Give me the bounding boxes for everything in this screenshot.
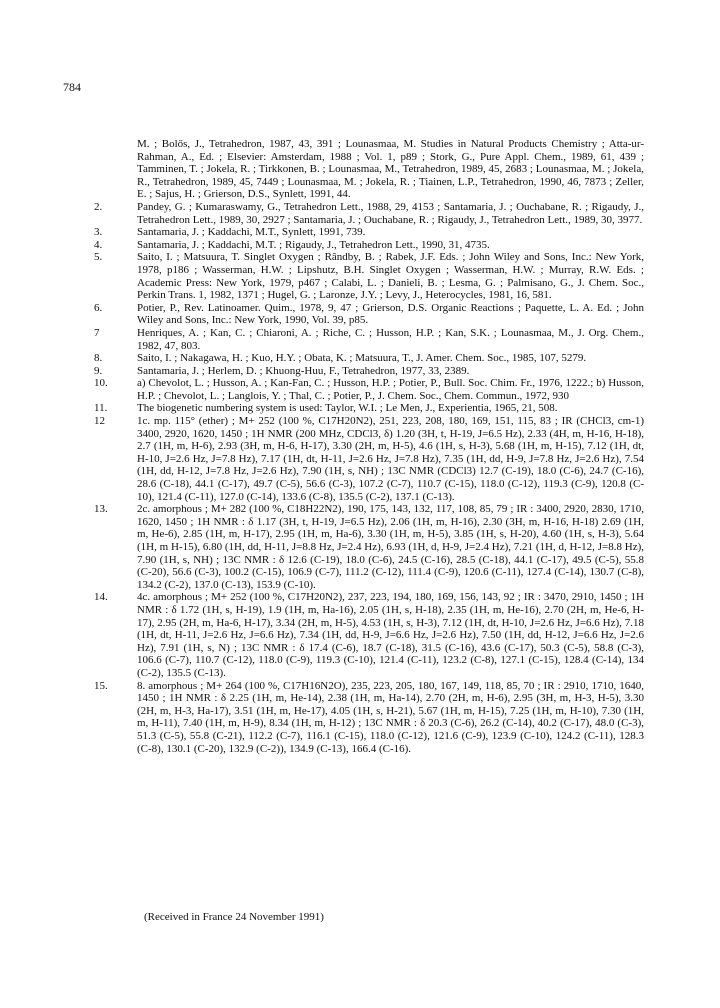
reference-number: 9. [94, 364, 103, 377]
reference-item [92, 377, 644, 402]
reference-number: 3. [94, 226, 103, 239]
reference-text: Henriques, A. ; Kan, C. ; Chiaroni, A. ; Riche, C. ; Husson, H.P. ; Kan, S.K. ; Lounasmaa, M., J. Org. Chem., 1982, 47, 803. [137, 326, 644, 352]
reference-number: 2. [94, 200, 103, 213]
reference-item [92, 503, 644, 591]
reference-number: 14. [94, 591, 108, 604]
reference-text: Santamaria, J. ; Kaddachi, M.T., Synlett, 1991, 739. [137, 226, 366, 239]
reference-item [92, 138, 644, 201]
reference-item [92, 352, 644, 365]
reference-text: Pandey, G. ; Kumaraswamy, G., Tetrahedron Lett., 1988, 29, 4153 ; Santamaria, J. ; Ouchabane, R. ; Rigaudy, J., Tetrahedron Lett., 1989, 30, 2927 ; Santamaria, J. ; Ouchabane, R. ; Rigaudy, J., Tetrahedron Lett., 1989, 30, 3977. [137, 200, 644, 226]
page-number: 784 [63, 80, 81, 94]
reference-number: 15. [94, 679, 108, 692]
reference-item [92, 251, 644, 301]
reference-item [92, 327, 644, 352]
reference-text: The biogenetic numbering system is used: Taylor, W.I. ; Le Men, J., Experientia, 1965, 21, 508. [137, 402, 558, 415]
reference-number: 10. [94, 377, 108, 390]
reference-text: 1c. mp. 115° (ether) ; M+ 252 (100 %, C17H20N2), 251, 223, 208, 180, 169, 151, 115, 83 ; IR (CHCl3, cm-1) 3400, 2920, 1620, 1450 ; 1H NMR (200 MHz, CDCl3, δ) 1.20 (3H, t, H-19, J=6.5 Hz), 2.33 (4H, m, H-16, H-18), 2.7 (1H, m, H-6), 2.93 (3H, m, H-6, H-17), 3.30 (2H, m, H-5), 4.6 (1H, s, H-3), 5.68 (1H, m, H-15), 7.12 (1H, dt, H-10, J=2.6 Hz, J=7.8 Hz), 7.17 (1H, dt, H-11, J=2.6 Hz, J=7.8 Hz), 7.35 (1H, dd, H-9, J=7.8 Hz, J=2.6 Hz), 7.54 (1H, dd, H-12, J=7.8 Hz, J=2.6 Hz), 7.90 (1H, s, NH) ; 13C NMR (CDCl3) 12.7 (C-19), 18.0 (C-6), 24.7 (C-16), 28.6 (C-18), 44.1 (C-17), 49.7 (C-5), 56.6 (C-3), 107.2 (C-7), 110.7 (C-15), 118.0 (C-12), 119.3 (C-9), 120.8 (C-10), 121.4 (C-11), 127.0 (C-14), 133.6 (C-8), 135.5 (C-2), 137.1 (C-13). [137, 415, 644, 503]
reference-number: 4. [94, 238, 103, 251]
reference-text: a) Chevolot, L. ; Husson, A. ; Kan-Fan, C. ; Husson, H.P. ; Potier, P., Bull. Soc. Chim. Fr., 1976, 1222.; b) Husson, H.P. ; Chevolot, L. ; Langlois, Y. ; Thal, C. ; Potier, P., J. Chem. Soc., Chem. Commun., 1972, 930 [137, 377, 644, 402]
reference-text: Saito, I. ; Nakagawa, H. ; Kuo, H.Y. ; Obata, K. ; Matsuura, T., J. Amer. Chem. Soc., 1985, 107, 5279. [137, 352, 587, 365]
reference-text: Potier, P., Rev. Latinoamer. Quim., 1978, 9, 47 ; Grierson, D.S. Organic Reactions ; Paquette, L. A. Ed. ; John Wiley and Sons, Inc.: New York, 1990, Vol. 39, p85. [137, 301, 644, 327]
reference-number: 8. [94, 352, 103, 365]
reference-number: 11. [94, 402, 108, 415]
reference-item [92, 226, 644, 239]
reference-text: 4c. amorphous ; M+ 252 (100 %, C17H20N2), 237, 223, 194, 180, 169, 156, 143, 92 ; IR : 3470, 2910, 1450 ; 1H NMR : δ 1.72 (1H, s, H-19), 1.9 (1H, m, Ha-16), 2.05 (1H, s, H-18), 2.35 (1H, m, He-16), 2.70 (2H, m, He-6, H-17), 2.95 (2H, m, Ha-6, H-17), 3.34 (2H, m, H-5), 4.53 (1H, s, H-3), 7.12 (1H, dt, H-10, J=2.6 Hz, J=6.6 Hz), 7.18 (1H, dt, H-11, J=2.6 Hz, J=6.6 Hz), 7.34 (1H, dd, H-9, J=6.6 Hz, J=2.6 Hz), 7.50 (1H, dd, H-12, J=6.6 Hz, J=2.6 Hz), 7.91 (1H, s, N) ; 13C NMR : δ 17.4 (C-6), 18.7 (C-18), 31.5 (C-16), 43.6 (C-17), 50.3 (C-5), 58.8 (C-3), 106.6 (C-7), 110.7 (C-12), 118.0 (C-9), 119.3 (C-10), 121.4 (C-11), 123.2 (C-8), 127.1 (C-15), 128.4 (C-14), 134 (C-2), 135.5 (C-13). [137, 591, 644, 679]
reference-number: 7 [94, 326, 100, 339]
reference-number: 13. [94, 503, 108, 516]
reference-item [92, 591, 644, 679]
reference-text: Santamaria, J. ; Herlem, D. ; Khuong-Huu, F., Tetrahedron, 1977, 33, 2389. [137, 364, 470, 377]
reference-text: Santamaria, J. ; Kaddachi, M.T. ; Rigaudy, J., Tetrahedron Lett., 1990, 31, 4735. [137, 238, 490, 251]
reference-text: 2c. amorphous ; M+ 282 (100 %, C18H22N2), 190, 175, 143, 132, 117, 108, 85, 79 ; IR : 3400, 2920, 2830, 1710, 1620, 1450 ; 1H NMR : δ 1.17 (3H, t, H-19, J=6.5 Hz), 2.06 (1H, m, H-16), 2.30 (3H, m, H-16, H-18) 2.69 (1H, m, He-6), 2.85 (1H, m, H-17), 2.95 (1H, m, Ha-6), 3.30 (1H, m, H-5), 3.85 (1H, s, H-20), 4.60 (1H, s, H-3), 5.64 (1H, m H-15), 6.80 (1H, dd, H-11, J=8.8 Hz, J=2.4 Hz), 6.93 (1H, d, H-9, J=2.4 Hz), 7.21 (1H, d, H-12, J=8.8 Hz), 7.90 (1H, s, NH) ; 13C NMR : δ 12.6 (C-19), 18.0 (C-6), 24.5 (C-16), 28.5 (C-18), 44.1 (C-17), 49.5 (C-5), 55.8 (C-20), 56.6 (C-3), 100.2 (C-15), 106.9 (C-7), 111.2 (C-12), 111.4 (C-9), 120.6 (C-11), 127.4 (C-14), 130.7 (C-8), 134.2 (C-2), 137.0 (C-13), 153.9 (C-10). [137, 503, 644, 591]
reference-item [92, 680, 644, 756]
reference-item [92, 302, 644, 327]
reference-item [92, 365, 644, 378]
reference-item [92, 415, 644, 503]
reference-number: 5. [94, 251, 103, 264]
reference-number: 12 [94, 415, 105, 428]
reference-number: 6. [94, 301, 103, 314]
reference-number [92, 138, 137, 201]
reference-item [92, 239, 644, 252]
received-date: (Received in France 24 November 1991) [144, 911, 324, 923]
reference-text: Saito, I. ; Matsuura, T. Singlet Oxygen ; Rândby, B. ; Rabek, J.F. Eds. ; John Wiley and Sons, Inc.: New York, 1978, p186 ; Wasserman, H.W. ; Lipshutz, B.H. Singlet Oxygen ; Wasserman, H.W. ; Murray, R.W. Eds. ; Academic Press: New York, 1979, p467 ; Calabi, L. ; Danieli, B. ; Lesma, G. ; Palmisano, G., J. Chem. Soc., Perkin Trans. 1, 1982, 1371 ; Hugel, G. ; Laronze, J.Y. ; Levy, J., Heterocycles, 1981, 16, 581. [137, 251, 644, 302]
reference-text: M. ; Bolős, J., Tetrahedron, 1987, 43, 391 ; Lounasmaa, M. Studies in Natural Products Chemistry ; Atta-ur-Rahman, A., Ed. ; Elsevier: Amsterdam, 1988 ; Vol. 1, p89 ; Stork, G., Pure Appl. Chem., 1989, 61, 439 ; Tamminen, T. ; Jokela, R. ; Tirkkonen, B. ; Lounasmaa, M., Tetrahedron, 1989, 45, 2683 ; Lounasmaa, M. ; Jokela, R., Tetrahedron, 1989, 45, 7449 ; Lounasmaa, M. ; Jokela, R. ; Tiainen, L.P., Tetrahedron, 1990, 46, 7873 ; Zeller, E. ; Sajus, H. ; Grierson, D.S., Synlett, 1991, 44. [137, 138, 644, 201]
references-list [92, 138, 644, 755]
reference-item [92, 201, 644, 226]
reference-text: 8. amorphous ; M+ 264 (100 %, C17H16N2O), 235, 223, 205, 180, 167, 149, 118, 85, 70 ; IR : 2910, 1710, 1640, 1450 ; 1H NMR : δ 2.25 (1H, m, He-14), 2.38 (1H, m, Ha-14), 2.70 (2H, m, H-6), 2.95 (3H, m, H-3, H-5), 3.30 (2H, m, H-3, Ha-17), 3.51 (1H, m, He-17), 4.05 (1H, s, H-21), 5.67 (1H, m, H-15), 7.25 (1H, m, H-10), 7.30 (1H, m, H-11), 7.40 (1H, m, H-9), 8.34 (1H, m, H-12) ; 13C NMR : δ 20.3 (C-6), 26.2 (C-14), 40.2 (C-17), 48.0 (C-3), 51.3 (C-5), 55.8 (C-21), 112.2 (C-7), 116.1 (C-15), 118.0 (C-12), 121.6 (C-9), 123.9 (C-10), 124.2 (C-11), 128.3 (C-8), 130.1 (C-20), 132.9 (C-2)), 134.9 (C-13), 166.4 (C-16). [137, 679, 644, 755]
reference-item [92, 402, 644, 415]
